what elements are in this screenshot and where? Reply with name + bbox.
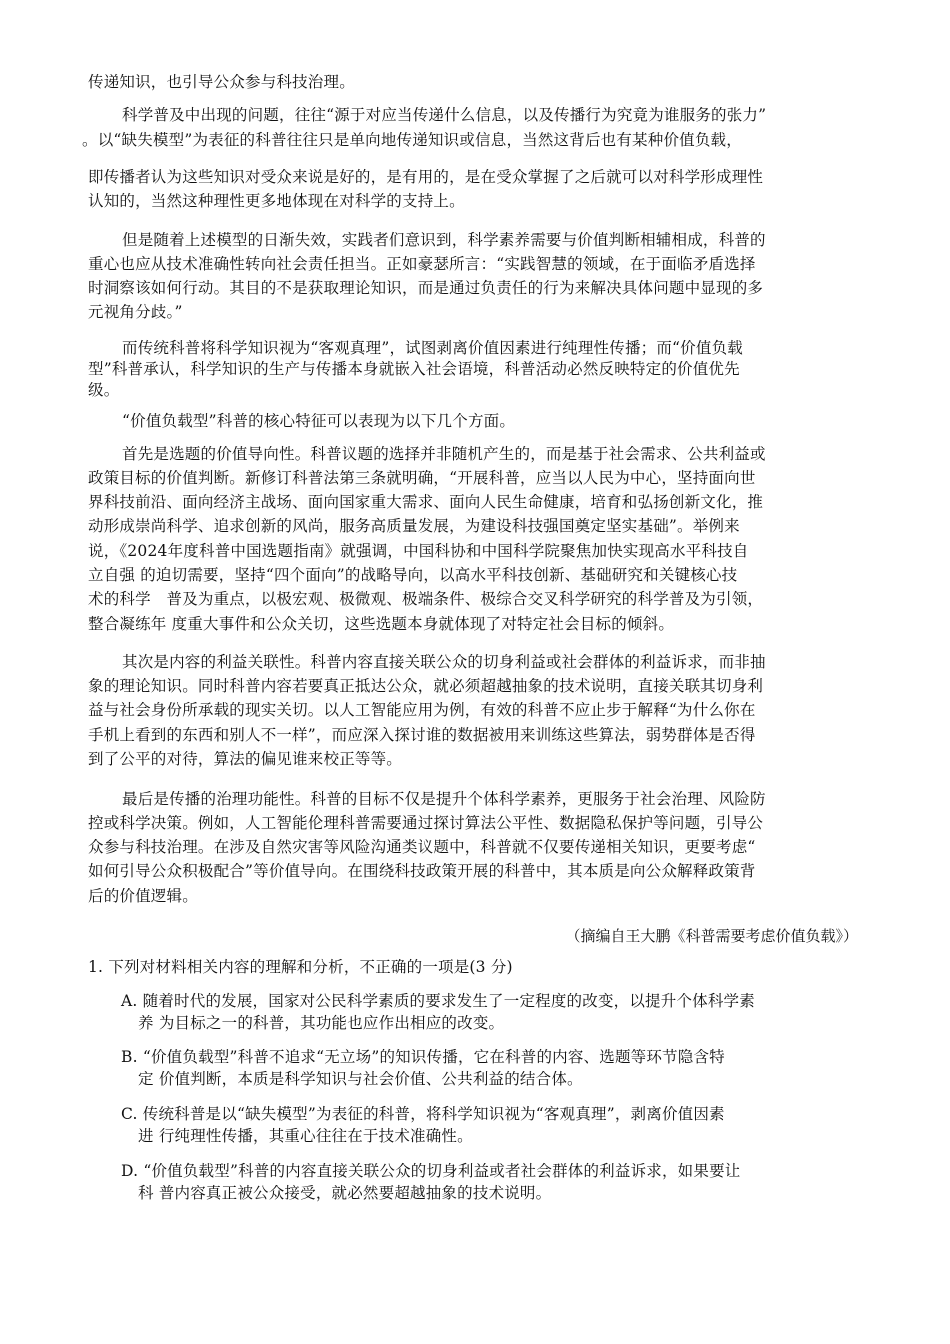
paragraph-line: 首先是选题的价值导向性。科普议题的选择并非随机产生的，而是基于社会需求、公共利益或 <box>122 445 766 463</box>
paragraph-line: 到了公平的对待，算法的偏见谁来校正等等。 <box>88 750 403 768</box>
paragraph-line: 型”科普承认，科学知识的生产与传播本身就嵌入社会语境，科普活动必然反映特定的价值优先 <box>88 360 740 378</box>
paragraph-line: 益与社会身份所承载的现实关切。以人工智能应用为例，有效的科普不应止步于解释“为什么你在 <box>88 701 756 719</box>
paragraph-line: 级。 <box>88 381 120 399</box>
paragraph-line: 传递知识，也引导公众参与科技治理。 <box>88 73 355 91</box>
paragraph-line: “价值负载型”科普的核心特征可以表现为以下几个方面。 <box>122 412 516 430</box>
paragraph-line: 术的科学 普及为重点，以极宏观、极微观、极端条件、极综合交叉科学研究的科学普及为引领， <box>88 590 764 608</box>
paragraph-line: 时洞察该如何行动。其目的不是获取理论知识，而是通过负责任的行为来解决具体问题中显现的多 <box>88 279 764 297</box>
option-a-line: A. 随着时代的发展，国家对公民科学素质的要求发生了一定程度的改变，以提升个体科学素 <box>121 992 755 1010</box>
paragraph-line: 认知的，当然这种理性更多地体现在对科学的支持上。 <box>88 192 465 210</box>
paragraph-line: 科学普及中出现的问题，往往“源于对应当传递什么信息，以及传播行为究竟为谁服务的张力” <box>122 106 767 124</box>
paragraph-line: 而传统科普将科学知识视为“客观真理”，试图剥离价值因素进行纯理性传播；而“价值负载 <box>122 339 743 357</box>
paragraph-line: 但是随着上述模型的日渐失效，实践者们意识到，科学素养需要与价值判断相辅相成，科普的 <box>122 231 766 249</box>
paragraph-line: 控或科学决策。例如，人工智能伦理科普需要通过探讨算法公平性、数据隐私保护等问题，引导公 <box>88 814 764 832</box>
paragraph-line: 众参与科技治理。在涉及自然灾害等风险沟通类议题中，科普就不仅要传递相关知识，更要考虑“ <box>88 838 756 856</box>
option-a-line: 养 为目标之一的科普，其功能也应作出相应的改变。 <box>138 1014 505 1032</box>
paragraph-line: 立自强 的迫切需要，坚持“四个面向”的战略导向，以高水平科技创新、基础研究和关键核心技 <box>88 566 738 584</box>
paragraph-line: 元视角分歧。” <box>88 303 183 321</box>
question-stem: 1. 下列对材料相关内容的理解和分析，不正确的一项是(3 分) <box>88 958 513 976</box>
option-c-line: 进 行纯理性传播，其重心往往在于技术准确性。 <box>138 1127 473 1145</box>
paragraph-line: 其次是内容的利益关联性。科普内容直接关联公众的切身利益或社会群体的利益诉求，而非抽 <box>122 653 766 671</box>
paragraph-line: 重心也应从技术准确性转向社会责任担当。正如豪瑟所言：“实践智慧的领域，在于面临矛盾选择 <box>88 255 756 273</box>
option-b-line: B. “价值负载型”科普不追求“无立场”的知识传播，它在科普的内容、选题等环节隐含特 <box>121 1048 725 1066</box>
paragraph-line: 说，《2024年度科普中国选题指南》就强调，中国科协和中国科学院聚焦加快实现高水平科技自 <box>88 542 749 560</box>
paragraph-line: 象的理论知识。同时科普内容若要真正抵达公众，就必须超越抽象的技术说明，直接关联其切身利 <box>88 677 764 695</box>
paragraph-line: 政策目标的价值判断。新修订科普法第三条就明确，“开展科普，应当以人民为中心，坚持面向世 <box>88 469 756 487</box>
paragraph-line: 最后是传播的治理功能性。科普的目标不仅是提升个体科学素养，更服务于社会治理、风险防 <box>122 790 766 808</box>
paragraph-line: 后的价值逻辑。 <box>88 887 198 905</box>
option-d-line: D. “价值负载型”科普的内容直接关联公众的切身利益或者社会群体的利益诉求，如果要让 <box>121 1162 741 1180</box>
paragraph-line: 如何引导公众积极配合”等价值导向。在围绕科技政策开展的科普中，其本质是向公众解释政策背 <box>88 862 756 880</box>
paragraph-line: 动形成崇尚科学、追求创新的风尚，服务高质量发展，为建设科技强国奠定坚实基础”。举例来 <box>88 517 740 535</box>
source-citation: （摘编自王大鹏《科普需要考虑价值负载》） <box>565 927 858 945</box>
paragraph-line: 整合凝练年 度重大事件和公众关切，这些选题本身就体现了对特定社会目标的倾斜。 <box>88 615 675 633</box>
option-d-line: 科 普内容真正被公众接受，就必然要超越抽象的技术说明。 <box>138 1184 552 1202</box>
paragraph-line: 界科技前沿、面向经济主战场、面向国家重大需求、面向人民生命健康，培育和弘扬创新文化，推 <box>88 493 764 511</box>
option-b-line: 定 价值判断，本质是科学知识与社会价值、公共利益的结合体。 <box>138 1070 583 1088</box>
paragraph-line: 即传播者认为这些知识对受众来说是好的，是有用的，是在受众掌握了之后就可以对科学形成理性 <box>88 168 764 186</box>
paragraph-line: 手机上看到的东西和别人不一样”，而应深入探讨谁的数据被用来训练这些算法，弱势群体是否得 <box>88 726 756 744</box>
paragraph-line: 。以“缺失模型”为表征的科普往往只是单向地传递知识或信息，当然这背后也有某种价值负载， <box>82 131 742 149</box>
option-c-line: C. 传统科普是以“缺失模型”为表征的科普，将科学知识视为“客观真理”，剥离价值因素 <box>121 1105 725 1123</box>
